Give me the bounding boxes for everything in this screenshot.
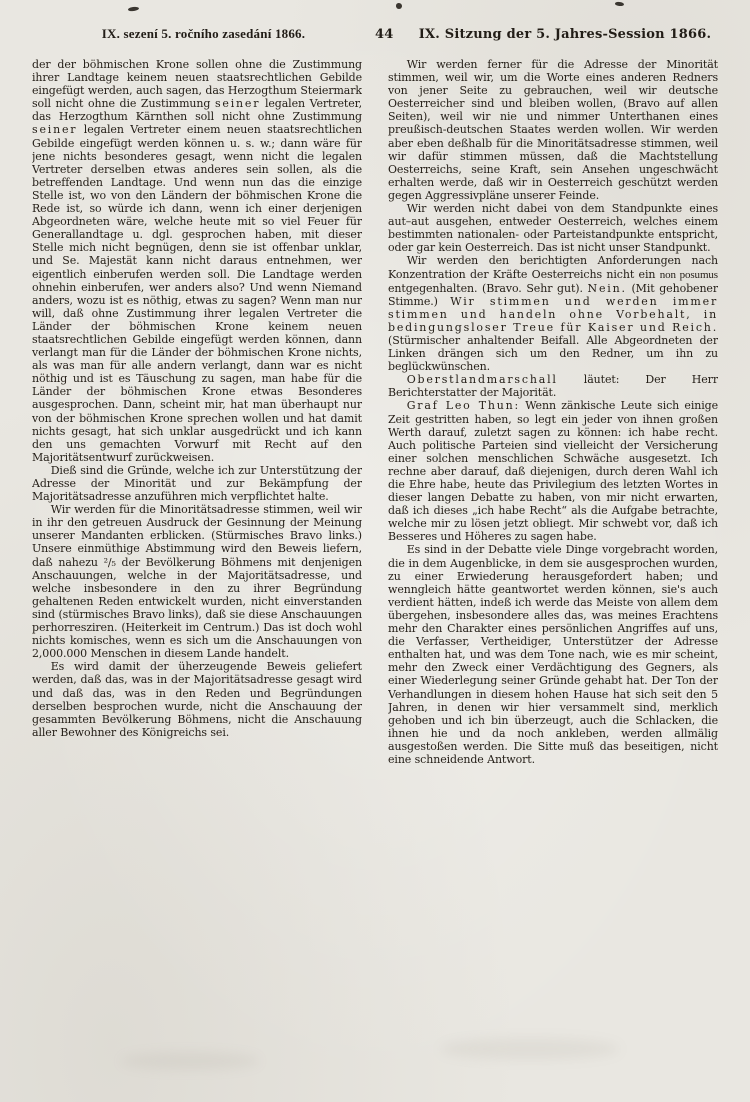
right-column (388, 58, 718, 1080)
text-run: läutet: Der Herr Berichterstatter der Majorität. (388, 373, 718, 400)
page-number: 44 (375, 27, 394, 42)
paragraph (32, 58, 362, 464)
scan-artifact (396, 3, 402, 9)
paragraph (32, 660, 362, 739)
scan-smudge (120, 1052, 260, 1070)
emphasized-text-run: seiner (214, 97, 261, 111)
paragraph (388, 543, 718, 766)
header-german-title: IX. Sitzung der 5. Jahres-Session 1866. (418, 27, 712, 42)
text-run: Wir werden den berichtigten Anforderungen nach Konzentration der Kräfte Oesterreichs nicht ein (388, 254, 718, 281)
text-run: legalen Vertreter, das Herzogthum Kärnthen soll nicht ohne Zustimmung (32, 97, 362, 124)
page-header (32, 26, 718, 42)
paragraph (388, 254, 718, 373)
text-run: legalen Vertreter einem neuen staatsrechtlichen Gebilde eingefügt werden können u. s. w.; dann wäre für jene nichts besonderes gesagt, wenn nicht die legalen Vertreter derselben etwas anderes sein sollen, als die betreffenden Landtage. Und wenn nun das die einzige Stelle ist, wo von den Ländern der böhmischen Krone die Rede ist, so würde ich dann, wenn ich einer derjenigen Abgeordneten wäre, welche heute mit so viel Feuer für Generallandtage u. dgl. gesprochen haben, mit dieser Stelle mich nicht begnügen, denn sie ist offenbar unklar, und Se. Majestät kann nicht daraus entnehmen, wer eigentlich einberufen werden soll. Die Landtage werden ohnehin einberufen, wer anders also? Und wenn Niemand anders, wozu ist es nöthig, etwas zu sagen? Wenn man nur will, daß ohne Zustimmung ihrer legalen Vertreter die Länder der böhmischen Krone keinem neuen staatsrechtlichen Gebilde eingefügt werden können, dann verlangt man für die Länder der böhmischen Krone nichts, als was man für alle andern verlangt, dann war es nicht nöthig und ist es Täuschung zu sagen, man habe für die Länder der böhmischen Krone etwas Besonderes ausgesprochen. Dann, scheint mir, hat man überhaupt nur von der böhmischen Krone sprechen wollen und hat damit nichts gesagt, hat sich unklar ausgedrückt und ich kann den uns gemachten Vorwurf mit Recht auf den Majoritätsentwurf zurückweisen. (32, 123, 362, 464)
text-run: der der böhmischen Krone sollen ohne die Zustimmung ihrer Landtage keinem neuen staatsrechtlichen Gebilde eingefügt werden, auch sagen, das Herzogthum Steiermark soll nicht ohne die Zustimmung (32, 58, 362, 111)
emphasized-text-run: Nein. (587, 281, 627, 295)
left-column (32, 58, 362, 1080)
scan-smudge (440, 1038, 620, 1060)
paragraph (388, 202, 718, 254)
paragraph (388, 373, 718, 399)
header-czech-title: IX. sezení 5. ročního zasedání 1866. (101, 26, 306, 41)
scan-artifact (128, 6, 139, 11)
text-run: Wir werden nicht dabei von dem Standpunkte eines aut–aut ausgehen, entweder Oesterreich, welches einem bestimmten nationalen- oder Parteistandpunkte entspricht, oder gar kein Oesterreich. Das ist nicht unser Standpunkt. (388, 202, 718, 255)
text-run: Es sind in der Debatte viele Dinge vorgebracht worden, die in dem Augenblicke, in dem sie ausgesprochen wurden, zu einer Erwiederung herausgefordert haben; und wenngleich hätte geantwortet werden können, sie's auch verdient hätten, indeß ich werde das Meiste von allem dem übergehen, insbesondere alles das, was meines Erachtens mehr den Charakter eines persönlichen Angriffes auf uns, die Verfasser, Vertheidiger, Unterstützer der Adresse enthalten hat, und was dem Tone nach, wie es mir scheint, mehr den Zweck einer Verdächtigung des Gegners, als einer Wiederlegung seiner Gründe gehabt hat. Der Ton der Verhandlungen in diesem hohen Hause hat sich seit den 5 Jahren, in denen wir hier versammelt sind, merklich gehoben und ich bin überzeugt, auch die Schlacken, die ihnen hie und da noch ankleben, werden allmälig ausgestoßen werden. Die Sitte muß das beseitigen, nicht eine schneidende Antwort. (388, 543, 718, 766)
scan-artifact (615, 2, 624, 7)
text-run: Wir werden für die Minoritätsadresse stimmen, weil wir in ihr den getreuen Ausdruck der Gesinnung der Meinung unserer Mandanten erblicken. (Stürmisches Bravo links.) Unsere einmüthige Abstimmung wird den Beweis liefern, daß nahezu ²/₅ der Bevölkerung Böhmens mit denjenigen Anschauungen, welche in der Majoritätsadresse, und welche insbesondere in den zu ihrer Begründung gehaltenen Reden entwickelt wurden, nicht einverstanden sind (stürmisches Bravo links), daß sie diese Anschauungen perhorresziren. (Heiterkeit im Centrum.) Das ist doch wohl nichts komisches, wenn es sich um die Anschauungen von 2,000.000 Menschen in diesem Lande handelt. (32, 503, 362, 661)
text-run: Wenn zänkische Leute sich einige Zeit gestritten haben, so legt ein jeder von ihnen großen Werth darauf, zuletzt sagen zu können: ich habe recht. Auch politische Parteien sind vielleicht der Versicherung einer solchen menschlichen Schwäche ausgesetzt. Ich rechne aber darauf, daß diejenigen, durch deren Wahl ich die Ehre habe, heute das Privilegium des letzten Wortes in dieser langen Debatte zu haben, von mir nicht erwarten, daß ich dieses „ich habe Recht“ als die Aufgabe betrachte, welche mir zu lösen jetzt obliegt. Mir schwebt vor, daß ich Besseres und Höheres zu sagen habe. (388, 399, 718, 544)
paragraph (388, 399, 718, 543)
text-columns (32, 58, 718, 1080)
latin-text-run: non posumus (659, 268, 718, 281)
text-run: (Stürmischer anhaltender Beifall. Alle Abgeordneten der Linken drängen sich um den Redner, um ihn zu beglückwünschen. (388, 333, 718, 374)
text-run: entgegenhalten. (Bravo. Sehr gut). (388, 281, 588, 295)
emphasized-text-run: Graf Leo Thun: (406, 399, 520, 413)
text-run: (Mit gehobener Stimme.) (388, 281, 718, 308)
paragraph (388, 58, 718, 202)
emphasized-text-run: Wir stimmen und werden immer stimmen und handeln ohne Vorbehalt, in bedingungsloser Treue für Kaiser und Reich. (388, 294, 718, 334)
emphasized-text-run: seiner (32, 123, 78, 137)
text-run: Wir werden ferner für die Adresse der Minorität stimmen, weil wir, um die Worte eines anderen Redners von jener Seite zu gebrauchen, weil wir deutsche Oesterreicher sind und bleiben wollen, (Bravo auf allen Seiten), weil wir nie und nimmer Unterthanen eines preußisch-deutschen Staates werden wollen. Wir werden aber eben deßhalb für die Minoritätsadresse stimmen, weil wir dafür stimmen müssen, daß die Machtstellung Oesterreichs, seine Kraft, sein Ansehen ungeschwächt erhalten werde, daß wir in Oesterreich geschützt werden gegen Aggressivpläne unserer Feinde. (388, 58, 718, 202)
text-run: Es wird damit der üherzeugende Beweis geliefert werden, daß das, was in der Majoritätsadresse gesagt wird und daß das, was in den Reden und Begründungen derselben besprochen wurde, nicht die Anschauung der gesammten Bevölkerung Böhmens, nicht die Anschauung aller Bewohner des Königreichs sei. (32, 660, 362, 739)
paragraph (32, 464, 362, 503)
emphasized-text-run: Oberstlandmarschall (406, 373, 558, 387)
text-run: Dieß sind die Gründe, welche ich zur Unterstützung der Adresse der Minorität und zur Bekämpfung der Majoritätsadresse anzuführen mich verpflichtet halte. (32, 463, 362, 504)
paragraph (32, 503, 362, 660)
